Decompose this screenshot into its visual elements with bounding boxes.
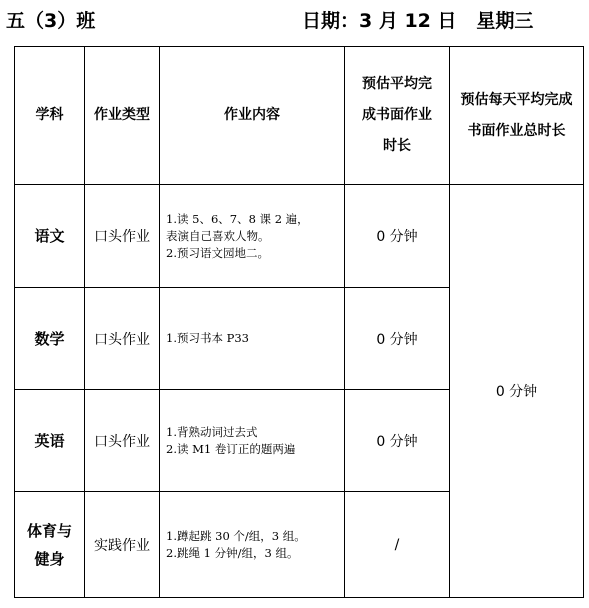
content-line: 1.背熟动词过去式 <box>166 424 258 439</box>
header-line: 成书面作业 <box>362 107 432 123</box>
content-cell <box>160 185 345 288</box>
column-header-subject <box>15 47 85 185</box>
column-header-total-duration <box>450 47 584 185</box>
duration-cell: / <box>345 492 450 598</box>
table-row <box>15 185 584 288</box>
content-line: 表演自己喜欢人物。 <box>166 228 270 243</box>
content-line: 1.预习书本 P33 <box>166 331 249 345</box>
header-row <box>15 47 584 185</box>
subject-cell <box>15 492 85 598</box>
column-header-content <box>160 47 345 185</box>
duration-cell: 0 分钟 <box>345 288 450 390</box>
homework-table <box>14 46 584 598</box>
subject-line: 数学 <box>34 329 65 348</box>
content-cell <box>160 390 345 492</box>
header-line: 预估每天平均完成 <box>460 91 573 108</box>
subject-cell <box>15 185 85 288</box>
type-cell: 口头作业 <box>85 390 160 492</box>
header-line: 书面作业总时长 <box>467 122 566 139</box>
type-cell: 口头作业 <box>85 288 160 390</box>
subject-line: 体育与 <box>26 521 72 540</box>
header-line: 学科 <box>35 107 64 123</box>
subject-line: 健身 <box>34 549 65 568</box>
duration-cell: 0 分钟 <box>345 185 450 288</box>
subject-line: 语文 <box>34 227 65 245</box>
duration-cell: 0 分钟 <box>345 390 450 492</box>
content-cell <box>160 288 345 390</box>
total-duration-cell: 0 分钟 <box>450 185 584 598</box>
header-line: 作业内容 <box>224 107 280 123</box>
header <box>0 6 589 36</box>
content-line: 2.跳绳 1 分钟/组，3 组。 <box>166 545 299 560</box>
content-cell <box>160 492 345 598</box>
type-cell: 实践作业 <box>85 492 160 598</box>
class-title: 五（3）班 <box>6 10 96 32</box>
column-header-avg-duration <box>345 47 450 185</box>
header-line: 时长 <box>383 138 411 154</box>
column-header-type <box>85 47 160 185</box>
date-title: 日期：3 月 12 日 星期三 <box>302 10 534 32</box>
header-line: 预估平均完 <box>362 76 432 92</box>
content-line: 2.预习语文园地二。 <box>166 245 269 260</box>
subject-line: 英语 <box>34 431 65 450</box>
header-line: 作业类型 <box>94 107 150 123</box>
type-cell: 口头作业 <box>85 185 160 288</box>
content-line: 1.蹲起跳 30 个/组，3 组。 <box>166 528 306 543</box>
content-line: 1.读 5、6、7、8 课 2 遍， <box>166 211 309 226</box>
content-line: 2.读 M1 卷订正的题两遍 <box>166 441 296 456</box>
subject-cell <box>15 390 85 492</box>
subject-cell <box>15 288 85 390</box>
